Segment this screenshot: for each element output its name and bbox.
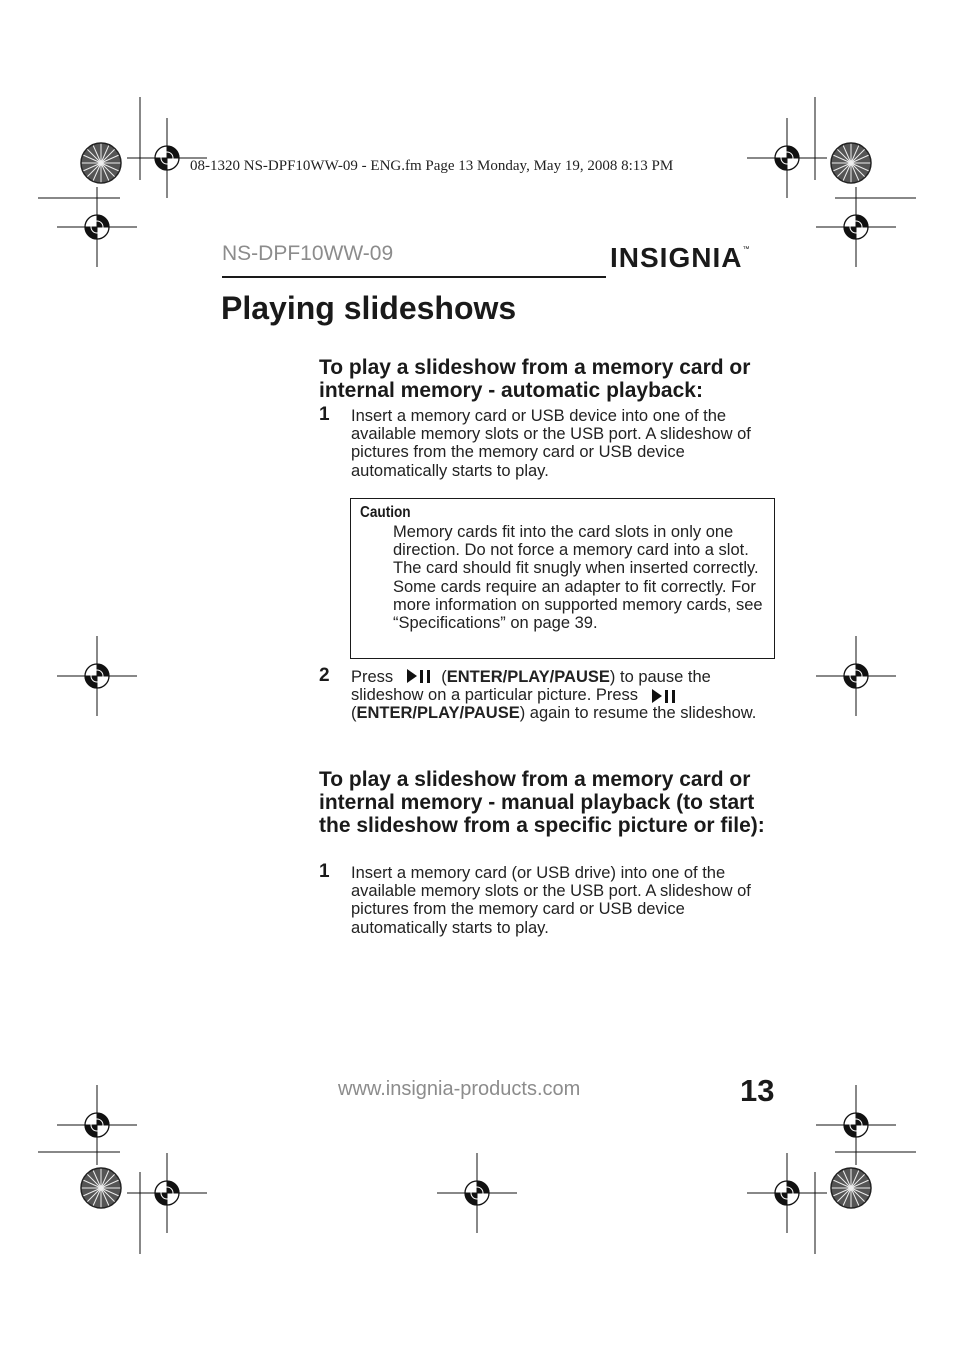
- color-bar-target-icon: [831, 1168, 871, 1208]
- registration-mark-icon: [816, 187, 896, 267]
- step-text: Insert a memory card or USB device into one of the available memory slots or the USB port. A slideshow of pictures from the memory card or USB device automatically starts to play.: [351, 407, 751, 480]
- step-number: 1: [319, 404, 330, 425]
- registration-mark-icon: [437, 1153, 517, 1233]
- step-number: 1: [319, 861, 330, 882]
- brand-logo: [610, 242, 750, 274]
- color-bar-target-icon: [81, 143, 121, 183]
- registration-mark-icon: [127, 1153, 207, 1233]
- play-pause-icon: [405, 668, 433, 684]
- step-text-press: [351, 668, 771, 723]
- model-number: NS-DPF10WW-09: [222, 242, 394, 265]
- registration-mark-icon: [57, 636, 137, 716]
- play-pause-icon: [650, 688, 678, 704]
- step-number: 2: [319, 665, 330, 686]
- step-text: Insert a memory card (or USB drive) into one of the available memory slots or the USB port. A slideshow of pictures from the memory card or USB device automatically starts to play.: [351, 864, 751, 937]
- registration-mark-icon: [816, 1085, 896, 1165]
- print-header: 08-1320 NS-DPF10WW-09 - ENG.fm Page 13 Monday, May 19, 2008 8:13 PM: [190, 158, 674, 174]
- key-name: ENTER/PLAY/PAUSE: [446, 668, 610, 686]
- page-number: 13: [740, 1073, 775, 1108]
- step-text-end: ) again to resume the slideshow.: [519, 704, 757, 723]
- color-bar-target-icon: [81, 1168, 121, 1208]
- caution-text: Memory cards fit into the card slots in only one direction. Do not force a memory card into a slot. The card should fit snugly when inserted correctly. Some cards require an adapter to fit correctly. For more information on supported memory cards, see “Specifications” on page 39.: [393, 523, 763, 633]
- caution-label: Caution: [360, 504, 411, 521]
- registration-mark-icon: [57, 1085, 137, 1165]
- section-heading-automatic: To play a slideshow from a memory card or internal memory - automatic playback:: [319, 356, 751, 402]
- section-heading-manual: To play a slideshow from a memory card or internal memory - manual playback (to start the slideshow from a specific picture or file):: [319, 768, 765, 837]
- step-text-mid: ) to pause the slideshow on a particular picture. Press: [351, 668, 711, 705]
- footer-url: www.insignia-products.com: [338, 1078, 581, 1100]
- paren: (: [351, 704, 357, 723]
- logo-text: INSIGNIA: [610, 242, 743, 273]
- logo-tm: ™: [742, 246, 751, 253]
- key-name: ENTER/PLAY/PAUSE: [356, 704, 520, 723]
- header-rule: [222, 276, 606, 278]
- registration-mark-icon: [816, 636, 896, 716]
- registration-mark-icon: [57, 187, 137, 267]
- page-title: Playing slideshows: [221, 290, 517, 326]
- press-word: Press: [351, 668, 394, 686]
- paren: (: [441, 668, 447, 686]
- color-bar-target-icon: [831, 143, 871, 183]
